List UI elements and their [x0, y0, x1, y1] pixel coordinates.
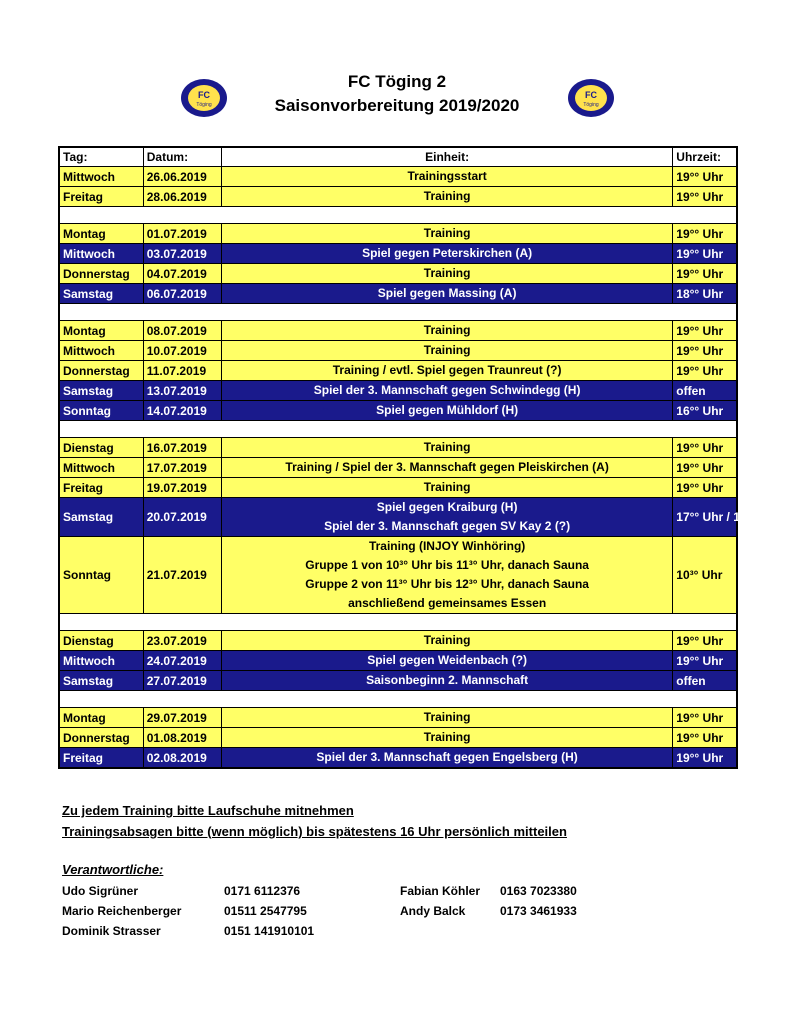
cell-time: 17°° Uhr / 15°° Uhr: [673, 498, 737, 537]
header-time: Uhrzeit:: [673, 147, 737, 167]
cell-time: 19°° Uhr: [673, 748, 737, 769]
header-day: Tag:: [59, 147, 143, 167]
table-row: [59, 651, 737, 671]
cell-day: Samstag: [59, 498, 143, 537]
table-row: [59, 478, 737, 498]
unit-line: Training / Spiel der 3. Mannschaft gegen Pleiskirchen (A): [285, 460, 609, 474]
unit-line: Training: [423, 323, 471, 337]
cell-day: Mittwoch: [59, 458, 143, 478]
unit-line: Training: [423, 226, 471, 240]
schedule-body: [59, 167, 781, 769]
unit-line: Training: [423, 710, 471, 724]
cell-unit: [221, 224, 672, 244]
cell-day: Montag: [59, 321, 143, 341]
spacer-cell: [59, 691, 737, 708]
cell-time: 18°° Uhr: [673, 284, 737, 304]
unit-line: Spiel gegen Peterskirchen (A): [362, 246, 533, 260]
cell-time: 19°° Uhr: [673, 244, 737, 264]
cell-day: Sonntag: [59, 401, 143, 421]
table-row: [59, 381, 737, 401]
cell-date: 10.07.2019: [143, 341, 221, 361]
table-row: [59, 498, 737, 537]
cell-time: 19°° Uhr: [673, 708, 737, 728]
table-row: [59, 224, 737, 244]
table-row: [59, 458, 737, 478]
cell-date: 19.07.2019: [143, 478, 221, 498]
cell-unit: [221, 651, 672, 671]
unit-line: Training: [423, 440, 471, 454]
cell-date: 11.07.2019: [143, 361, 221, 381]
cell-day: Samstag: [59, 381, 143, 401]
contact-name: Fabian Köhler: [400, 884, 481, 898]
cell-unit: [221, 537, 672, 614]
contact-phone: 0151 141910101: [224, 924, 315, 938]
cell-day: Montag: [59, 708, 143, 728]
cell-date: 28.06.2019: [143, 187, 221, 207]
table-row: [59, 284, 737, 304]
contact-name: Mario Reichenberger: [62, 904, 182, 918]
cell-unit: [221, 458, 672, 478]
unit-line: Training / evtl. Spiel gegen Traunreut (?): [332, 363, 562, 377]
cell-time: 19°° Uhr: [673, 341, 737, 361]
unit-line: Spiel der 3. Mannschaft gegen SV Kay 2 (?): [324, 519, 571, 533]
contact-phone: 0171 6112376: [224, 884, 301, 898]
cell-time: 19°° Uhr: [673, 458, 737, 478]
spacer-row: [59, 207, 737, 224]
cell-day: Freitag: [59, 187, 143, 207]
contact-name: Andy Balck: [400, 904, 466, 918]
page-header: [0, 70, 794, 118]
unit-line: Spiel gegen Massing (A): [377, 286, 517, 300]
cell-unit: [221, 748, 672, 769]
club-logo-left: [180, 78, 228, 118]
notes: [62, 800, 567, 842]
unit-line: Gruppe 2 von 11³° Uhr bis 12³° Uhr, danach Sauna: [305, 577, 589, 591]
table-row: [59, 671, 737, 691]
cell-unit: [221, 321, 672, 341]
cell-unit: [221, 284, 672, 304]
spacer-cell: [59, 614, 737, 631]
cell-date: 16.07.2019: [143, 438, 221, 458]
cell-unit: [221, 244, 672, 264]
cell-date: 24.07.2019: [143, 651, 221, 671]
cell-unit: [221, 341, 672, 361]
table-row: [59, 728, 737, 748]
table-row: [59, 631, 737, 651]
cell-day: Donnerstag: [59, 264, 143, 284]
spacer-row: [59, 614, 737, 631]
cell-date: 01.07.2019: [143, 224, 221, 244]
unit-line: Training: [423, 189, 471, 203]
table-row: [59, 438, 737, 458]
table-header-row: [59, 147, 737, 167]
cell-date: 04.07.2019: [143, 264, 221, 284]
cell-unit: [221, 264, 672, 284]
table-row: [59, 341, 737, 361]
unit-line: Training: [423, 266, 471, 280]
cell-unit: [221, 167, 672, 187]
cell-unit: [221, 671, 672, 691]
table-row: [59, 187, 737, 207]
unit-line: Spiel gegen Mühldorf (H): [376, 403, 519, 417]
cell-date: 21.07.2019: [143, 537, 221, 614]
spacer-row: [59, 691, 737, 708]
cell-date: 08.07.2019: [143, 321, 221, 341]
club-logo-right: [567, 78, 615, 118]
cell-date: 14.07.2019: [143, 401, 221, 421]
unit-line: anschließend gemeinsames Essen: [348, 596, 547, 610]
cell-unit: [221, 708, 672, 728]
cell-date: 13.07.2019: [143, 381, 221, 401]
table-row: [59, 537, 737, 614]
cell-date: 20.07.2019: [143, 498, 221, 537]
cell-time: 19°° Uhr: [673, 478, 737, 498]
unit-line: Trainingsstart: [407, 169, 487, 183]
cell-day: Dienstag: [59, 438, 143, 458]
cell-time: 16°° Uhr: [673, 401, 737, 421]
cell-day: Mittwoch: [59, 651, 143, 671]
contact-name: Dominik Strasser: [62, 924, 161, 938]
unit-line: Gruppe 1 von 10³° Uhr bis 11³° Uhr, danach Sauna: [305, 558, 589, 572]
logo-subtext: Töging: [583, 102, 599, 108]
schedule-table: [58, 146, 781, 769]
cell-unit: [221, 438, 672, 458]
spacer-cell: [59, 304, 737, 321]
unit-line: Saisonbeginn 2. Mannschaft: [366, 673, 529, 687]
cell-unit: [221, 361, 672, 381]
cell-day: Dienstag: [59, 631, 143, 651]
table-row: [59, 321, 737, 341]
cell-date: 27.07.2019: [143, 671, 221, 691]
spacer-cell: [59, 421, 737, 438]
cell-unit: [221, 478, 672, 498]
cell-time: 10³° Uhr: [673, 537, 737, 614]
unit-line: Training: [423, 343, 471, 357]
cell-date: 01.08.2019: [143, 728, 221, 748]
logo-text: FC: [585, 90, 597, 100]
table-row: [59, 244, 737, 264]
table-row: [59, 401, 737, 421]
spacer-row: [59, 304, 737, 321]
cell-time: 19°° Uhr: [673, 321, 737, 341]
cell-date: 26.06.2019: [143, 167, 221, 187]
cell-unit: [221, 631, 672, 651]
cell-day: Montag: [59, 224, 143, 244]
cell-date: 23.07.2019: [143, 631, 221, 651]
cell-day: Freitag: [59, 478, 143, 498]
contact-phone: 0163 7023380: [500, 884, 577, 898]
unit-line: Spiel gegen Kraiburg (H): [376, 500, 518, 514]
page-subtitle: Saisonvorbereitung 2019/2020: [274, 96, 520, 115]
cell-time: 19°° Uhr: [673, 264, 737, 284]
cell-date: 03.07.2019: [143, 244, 221, 264]
table-row: [59, 361, 737, 381]
cell-time: 19°° Uhr: [673, 361, 737, 381]
cell-time: offen: [673, 671, 737, 691]
cell-day: Donnerstag: [59, 361, 143, 381]
cell-date: 29.07.2019: [143, 708, 221, 728]
cell-unit: [221, 381, 672, 401]
cell-time: 19°° Uhr: [673, 167, 737, 187]
table-row: [59, 264, 737, 284]
logo-text: FC: [198, 90, 210, 100]
contact-phone: 0173 3461933: [500, 904, 577, 918]
cell-day: Mittwoch: [59, 341, 143, 361]
unit-line: Spiel der 3. Mannschaft gegen Schwindegg (H): [313, 383, 581, 397]
responsible-section: [62, 862, 163, 881]
cell-time: 19°° Uhr: [673, 187, 737, 207]
table-row: [59, 748, 737, 769]
cell-unit: [221, 401, 672, 421]
cell-day: Sonntag: [59, 537, 143, 614]
responsible-title: Verantwortliche:: [62, 862, 164, 877]
cell-time: offen: [673, 381, 737, 401]
cell-unit: [221, 498, 672, 537]
table-row: [59, 708, 737, 728]
header-date: Datum:: [143, 147, 221, 167]
cell-time: 19°° Uhr: [673, 651, 737, 671]
cell-day: Samstag: [59, 284, 143, 304]
cell-day: Mittwoch: [59, 244, 143, 264]
contact-phone: 01511 2547795: [224, 904, 307, 918]
unit-line: Spiel gegen Weidenbach (?): [367, 653, 528, 667]
logo-subtext: Töging: [196, 102, 212, 108]
unit-line: Spiel der 3. Mannschaft gegen Engelsberg (H): [316, 750, 578, 764]
cell-date: 02.08.2019: [143, 748, 221, 769]
page-title: FC Töging 2: [347, 72, 447, 91]
unit-line: Training: [423, 480, 471, 494]
cell-time: 19°° Uhr: [673, 728, 737, 748]
table-row: [59, 167, 737, 187]
cell-time: 19°° Uhr: [673, 224, 737, 244]
cell-day: Freitag: [59, 748, 143, 769]
contact-name: Udo Sigrüner: [62, 884, 139, 898]
cell-day: Samstag: [59, 671, 143, 691]
cell-date: 17.07.2019: [143, 458, 221, 478]
unit-line: Training: [423, 633, 471, 647]
note-cancellation: Trainingsabsagen bitte (wenn möglich) bis spätestens 16 Uhr persönlich mitteilen: [62, 824, 567, 839]
cell-unit: [221, 187, 672, 207]
cell-unit: [221, 728, 672, 748]
spacer-cell: [59, 207, 737, 224]
cell-time: 19°° Uhr: [673, 631, 737, 651]
cell-day: Mittwoch: [59, 167, 143, 187]
unit-line: Training (INJOY Winhöring): [368, 539, 526, 553]
unit-line: Training: [423, 730, 471, 744]
spacer-row: [59, 421, 737, 438]
header-unit: Einheit:: [221, 147, 672, 167]
cell-time: 19°° Uhr: [673, 438, 737, 458]
cell-day: Donnerstag: [59, 728, 143, 748]
cell-date: 06.07.2019: [143, 284, 221, 304]
note-shoes: Zu jedem Training bitte Laufschuhe mitnehmen: [62, 803, 354, 818]
